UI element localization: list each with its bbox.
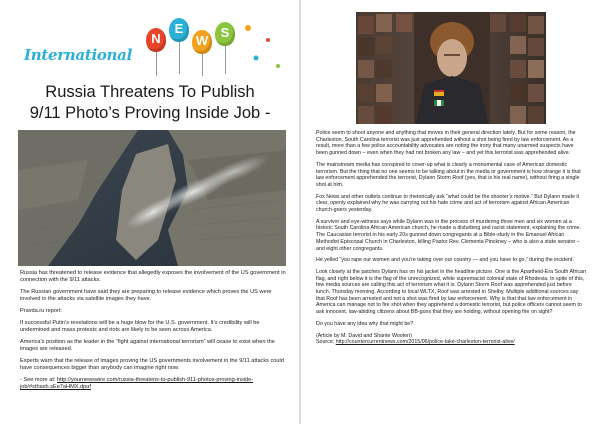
right-page: [306, 8, 594, 418]
balloon-w: W: [192, 30, 212, 54]
source-link[interactable]: http://countercurrentnews.com/2015/06/police-take-charleston-terrorist-alive/: [335, 339, 515, 346]
satellite-photo: [18, 130, 286, 266]
paragraph: The mainstream media has conspired to cover-up what is clearly a monumental case of American domestic terrorism. But the thing that no one seems to be talking about in the media or government is how strange it is that law enforcement apprehended the terrorist, Dylann Storm Roof (yes, that is his real name), without firing a single shot at him.: [316, 161, 581, 188]
balloon-string: [202, 52, 203, 76]
article-credit: (Article by M. David and Shante Wooten): [316, 332, 412, 339]
headline-photo: [356, 12, 546, 124]
paragraph: Pravda.ru report:: [20, 308, 62, 314]
masthead-international: International: [24, 46, 132, 64]
see-more-link[interactable]: http://yournewswire.com/russia-threatens-to-publish-911-photos-proving-inside-job/#sthash.sEe7aHMX.dpuf: [20, 377, 254, 390]
right-article-text: [316, 130, 586, 346]
balloon-string: [225, 44, 226, 74]
paragraph: Do you have any idea why that might be?: [316, 320, 414, 327]
paragraph: America’s position as the leader in the “fight against international terrorism” will cease to exist when the images are released.: [20, 339, 275, 352]
paragraph: Police seem to shoot anyone and anything that moves in their general direction lately. But for some reason, the Charleston, South Carolina terrorist was just apprehended without a shot being fired by law enforcement. As a result, more than a few police accountability advocates are noting the irony that many unarmed suspects have been gunned down – even when they had not broken any law – and yet this terrorist was apprehended alive.: [316, 130, 576, 157]
paragraph: The Russian government have said they are preparing to release evidence which proves the US were involved in the attacks via satellite images they have.: [20, 289, 272, 302]
left-page: [6, 8, 294, 418]
paragraph: Look closely at the patches Dylann has on his jacket in the headline picture. One is the Apartheid-Era South African flag, and right below it is the flag of the unrecognized, white supremacist colonial state of Rhodesia. In spite of this, few media sources are calling this act of terrorism what it is. Dylann Storm Roof was apprehended just before lunch, Thursday morning. According to local WLTX, Roof was arrested in Shelby. Multiple additional sources say that Roof has been arrested and not a shot was fired by law enforcement. Why is that that law enforcement in America can manage not to fire shot when they apprehend a domestic terrorist, but police officers cannot seem to ask innocent, law-abiding citizens about BB-guns that they are holding, without opening fire on sight?: [316, 268, 587, 316]
page-divider: [299, 0, 301, 424]
paragraph: Experts warn that the release of images proving the US governments involvement in the 9/11 attacks could have consequences bigger than anybody can imagine right now.: [20, 358, 284, 371]
paragraph: Fox News and other outlets continue to rhetorically ask “what could be the shooter’s motive.” But Dylann made it clear, openly explained why he was carrying out his hate crime and act of terrorism against African American church-goers yesterday.: [316, 193, 580, 214]
headline: [6, 82, 294, 124]
balloon-string: [156, 50, 157, 76]
balloon-string: [179, 40, 180, 74]
see-more: [20, 377, 288, 391]
masthead: [6, 10, 294, 84]
paragraph: He yelled “you rape our women and you’re taking over our country — and you have to go,” during the incident.: [316, 257, 574, 264]
paragraph: A survivor and eye-witness says while Dylann was in the process of murdering three men and six women at a historic South Carolina African American church, he made a disturbing and racist statement, explaining the crime. The Caucasian terrorist in his early 20s gunned down congregants at a Bible-study in the Emanuel African Methodist Episcopal Church in Charleston, killing Pastor Rev. Clementa Pinckney – who is also a state senator – and eight other congregants.: [316, 218, 581, 252]
decor-stars-icon: [238, 18, 288, 78]
paragraph: If successful Putin’s revelations will be a huge blow for the U.S. government. It’s credibility will be undermined and mass protests and riots are likely to be seen across America.: [20, 320, 260, 333]
balloon-n: N: [146, 28, 166, 52]
balloon-e: E: [169, 18, 189, 42]
left-article-text: [20, 270, 288, 396]
credits: [316, 333, 586, 346]
source-prefix: Source:: [316, 339, 336, 346]
paragraph: Russia has threatened to release evidence that allegedly exposes the involvement of the US government in connection with the 9/11 attacks.: [20, 270, 286, 283]
see-more-prefix: - See more at:: [20, 377, 57, 383]
balloon-s: S: [215, 22, 235, 46]
headline-line-1: Russia Threatens To Publish: [45, 83, 255, 101]
headline-line-2: 9/11 Photo’s Proving Inside Job -: [29, 104, 271, 122]
